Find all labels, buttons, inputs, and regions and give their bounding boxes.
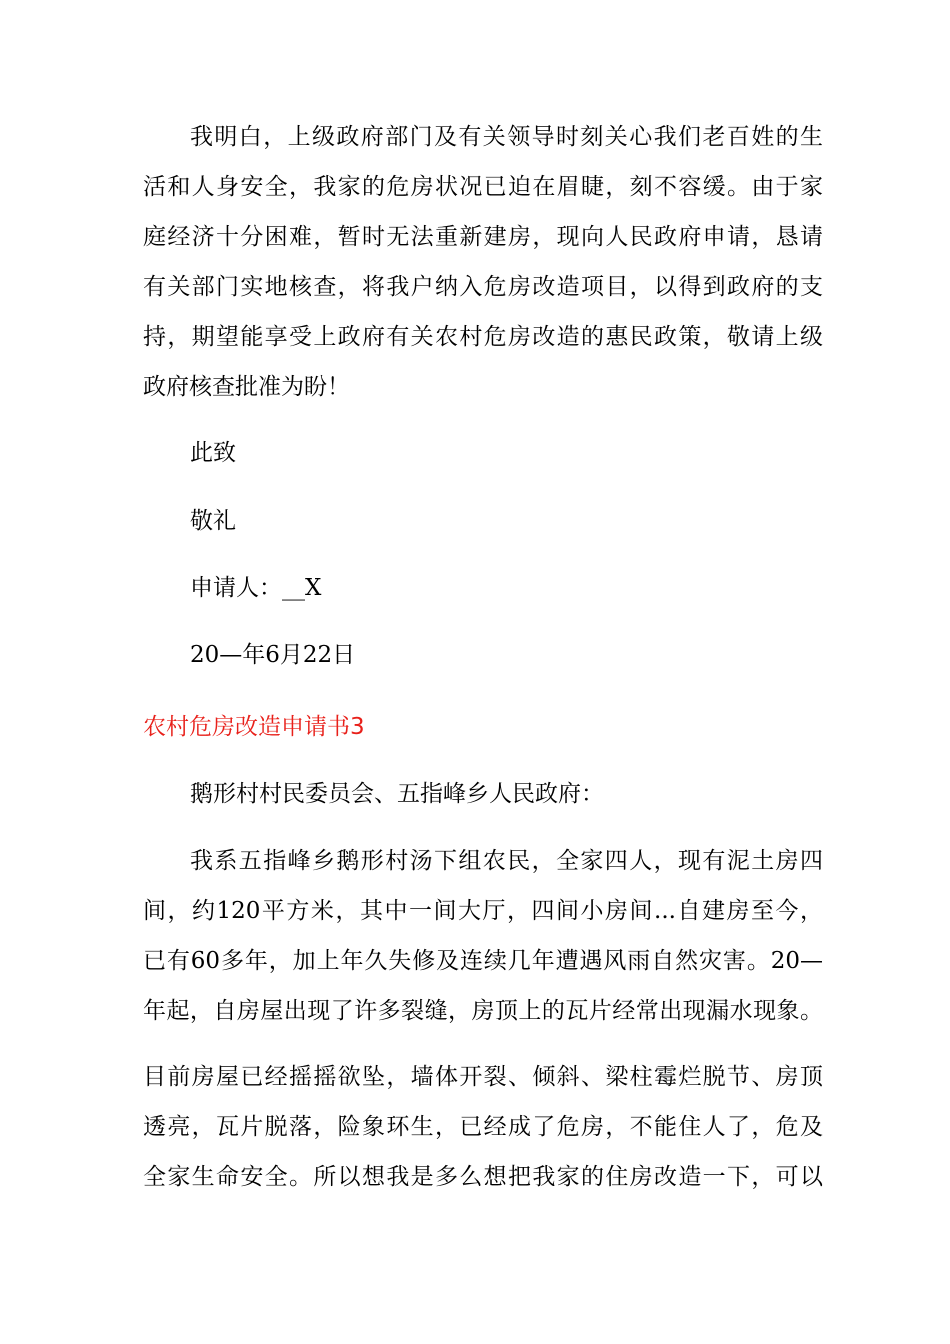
paragraph-line: 我系五指峰乡鹅形村汤下组农民，全家四人，现有泥土房四 bbox=[190, 848, 823, 874]
paragraph-line: 目前房屋已经摇摇欲坠，墙体开裂、倾斜、梁柱霉烂脱节、房顶 bbox=[143, 1064, 823, 1090]
paragraph-line: 年起，自房屋出现了许多裂缝，房顶上的瓦片经常出现漏水现象。 bbox=[143, 998, 823, 1024]
paragraph-line: 透亮，瓦片脱落，险象环生，已经成了危房，不能住人了，危及 bbox=[143, 1114, 823, 1140]
date-line: 20—年6月22日 bbox=[190, 642, 356, 668]
paragraph-line: 庭经济十分困难，暂时无法重新建房，现向人民政府申请，恳请 bbox=[143, 224, 823, 250]
addressee: 鹅形村村民委员会、五指峰乡人民政府： bbox=[190, 781, 604, 807]
paragraph-line: 活和人身安全，我家的危房状况已迫在眉睫，刻不容缓。由于家 bbox=[143, 174, 823, 200]
section-heading: 农村危房改造申请书3 bbox=[143, 714, 365, 740]
paragraph-line: 间，约120平方米，其中一间大厅，四间小房间...自建房至今， bbox=[143, 898, 823, 924]
paragraph-line: 政府核查批准为盼！ bbox=[143, 374, 350, 400]
paragraph-line: 有关部门实地核查，将我户纳入危房改造项目，以得到政府的支 bbox=[143, 274, 823, 300]
paragraph-line: 持，期望能享受上政府有关农村危房改造的惠民政策，敬请上级 bbox=[143, 324, 823, 350]
paragraph-line: 已有60多年，加上年久失修及连续几年遭遇风雨自然灾害。20— bbox=[143, 948, 823, 974]
salutation-jingli: 敬礼 bbox=[190, 508, 236, 534]
applicant-line: 申请人：__X bbox=[190, 575, 322, 601]
paragraph-line: 全家生命安全。所以想我是多么想把我家的住房改造一下，可以 bbox=[143, 1164, 823, 1190]
paragraph-line: 我明白，上级政府部门及有关领导时刻关心我们老百姓的生 bbox=[190, 124, 823, 150]
salutation-cizhi: 此致 bbox=[190, 440, 236, 466]
